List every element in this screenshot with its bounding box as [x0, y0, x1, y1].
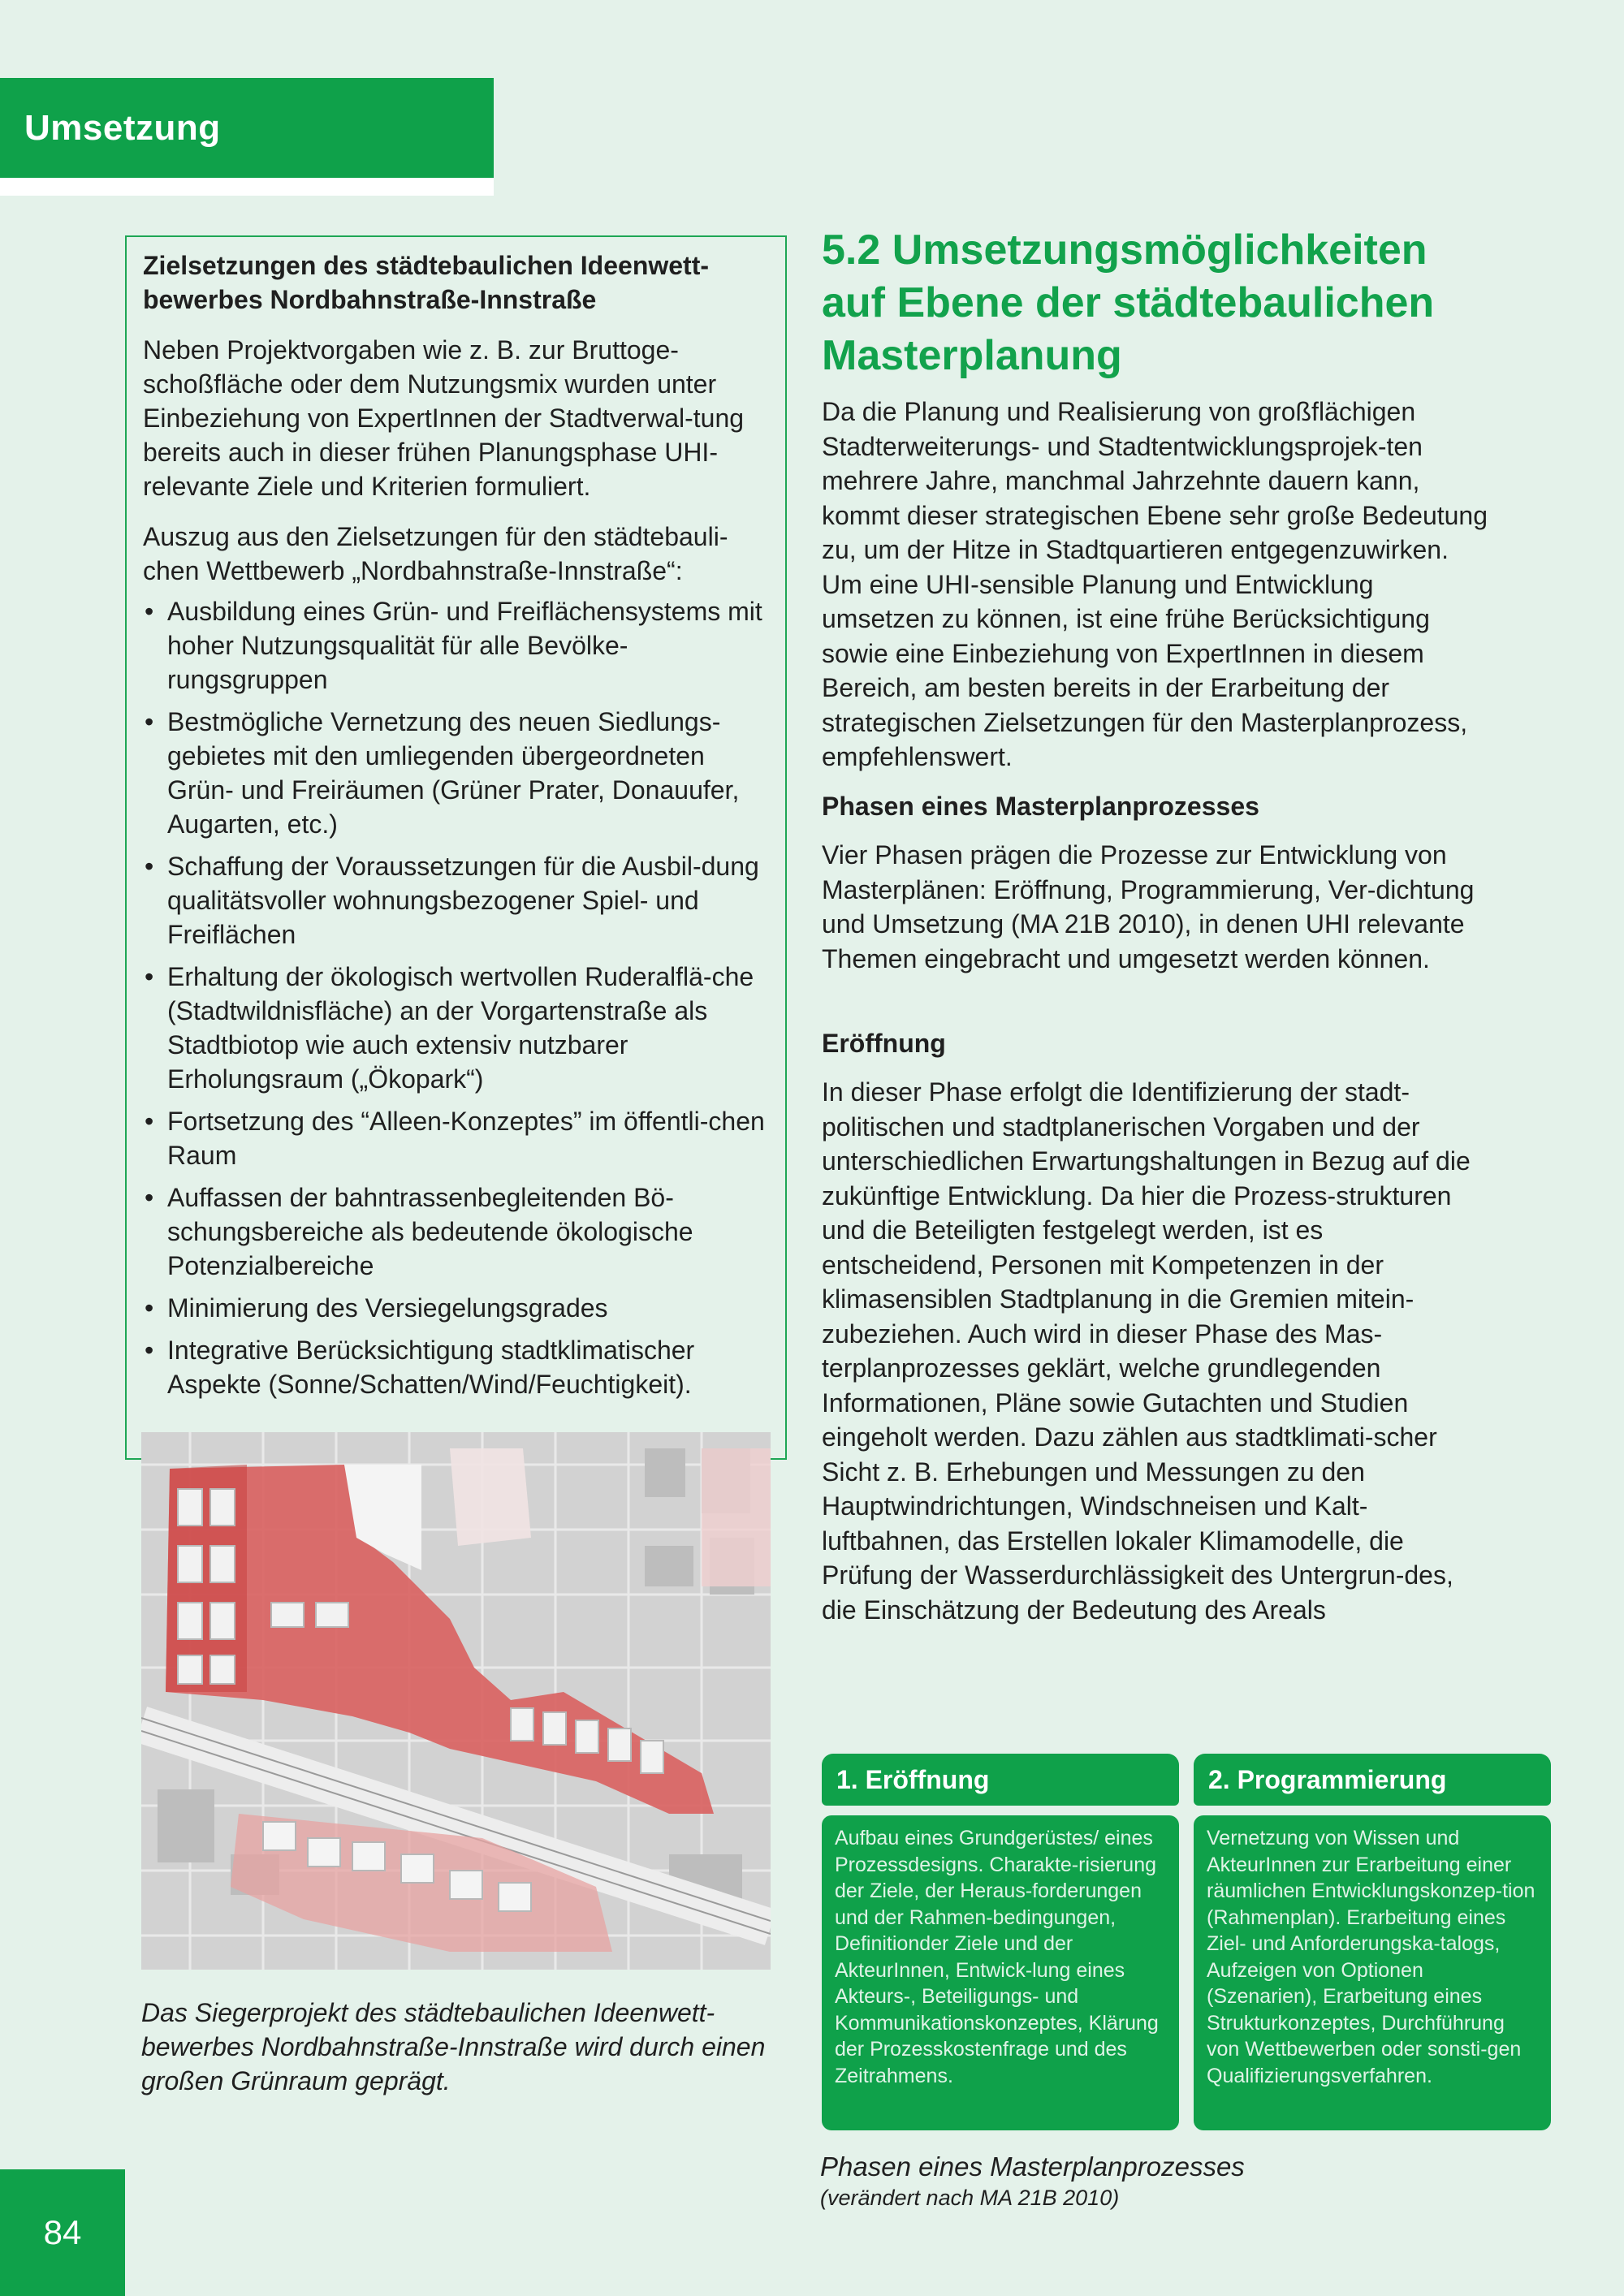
- site-plan-drawing: [141, 1432, 771, 1970]
- phases-subheading: Phasen eines Masterplanprozesses: [822, 792, 1259, 821]
- opening-subheading: Eröffnung: [822, 1029, 946, 1058]
- intro-paragraph: Da die Planung und Realisierung von großflächigen Stadterweiterungs- und Stadtentwicklungsprojek-ten mehrere Jahre, manchmal Jahrzehnte dauern kann, kommt dieser strategischen Ebene sehr große Bedeutung zu, um der Hitze in Stadtquartieren entgegenzuwirken. Um eine UHI-sensible Planung und Entwicklung umsetzen zu können, ist eine frühe Berücksichtigung sowie eine Einbeziehung von ExpertInnen in diesem Bereich, am besten bereits in der Erarbeitung der strategischen Zielsetzungen für den Masterplanprozess, empfehlenswert.: [822, 397, 1488, 771]
- goal-bullet: • Auffassen der bahntrassenbegleitenden Bö-schungsbereiche als bedeutende ökologische Potenzialbereiche: [143, 1180, 768, 1283]
- goal-bullet: • Bestmögliche Vernetzung des neuen Siedlungs-gebietes mit den umliegenden übergeordneten Grün- und Freiräumen (Grüner Prater, Donauufer, Augarten, etc.): [143, 705, 768, 841]
- phase-1-title: 1. Eröffnung: [822, 1754, 1179, 1806]
- site-plan-caption: Das Siegerprojekt des städtebaulichen Ideenwett-bewerbes Nordbahnstraße-Innstraße wird durch einen großen Grünraum geprägt.: [141, 1998, 766, 2095]
- goal-bullet: • Erhaltung der ökologisch wertvollen Ruderalflä-che (Stadtwildnisfläche) an der Vorgartenstraße als Stadtbiotop wie auch extensiv nutzbarer Erholungsraum („Ökopark“): [143, 960, 768, 1096]
- goals-title-line-2: bewerbes Nordbahnstraße-Innstraße: [143, 285, 597, 314]
- section-heading-line-1: 5.2 Umsetzungsmöglichkeiten: [822, 227, 1427, 274]
- section-title: Umsetzung: [0, 78, 494, 178]
- section-heading-line-3: Masterplanung: [822, 332, 1122, 379]
- phase-2-title: 2. Programmierung: [1194, 1754, 1551, 1806]
- phases-caption: Phasen eines Masterplanprozesses: [820, 2151, 1245, 2182]
- goal-bullet: • Fortsetzung des “Alleen-Konzeptes” im öffentli-chen Raum: [143, 1104, 768, 1172]
- section-heading-line-2: auf Ebene der städtebaulichen: [822, 279, 1435, 326]
- goal-bullet: • Ausbildung eines Grün- und Freiflächensystems mit hoher Nutzungsqualität für alle Bevölke-rungsgruppen: [143, 594, 768, 697]
- goals-title: [143, 248, 768, 317]
- phases-paragraph: Vier Phasen prägen die Prozesse zur Entwicklung von Masterplänen: Eröffnung, Programmierung, Ver-dichtung und Umsetzung (MA 21B 2010), in denen UHI relevante Themen eingebracht und umgesetzt werden können.: [822, 840, 1475, 973]
- goals-intro: Neben Projektvorgaben wie z. B. zur Bruttoge-schoßfläche oder dem Nutzungsmix wurden unter Einbeziehung von ExpertInnen der Stadtverwal-tung bereits auch in dieser frühen Planungsphase UHI-relevante Ziele und Kriterien formuliert.: [143, 335, 745, 501]
- goals-title-line-1: Zielsetzungen des städtebaulichen Ideenwett-: [143, 251, 710, 280]
- goals-excerpt: Auszug aus den Zielsetzungen für den städtebauli-chen Wettbewerb „Nordbahnstraße-Innstraße“:: [143, 522, 728, 585]
- section-tab-underline: [0, 178, 494, 196]
- section-heading: [822, 224, 1553, 382]
- goal-bullet: • Minimierung des Versiegelungsgrades: [143, 1291, 768, 1325]
- page-number: 84: [0, 2169, 125, 2296]
- goal-bullet: • Schaffung der Voraussetzungen für die Ausbil-dung qualitätsvoller wohnungsbezogener Spiel- und Freiflächen: [143, 849, 768, 952]
- goal-bullet: • Integrative Berücksichtigung stadtklimatischer Aspekte (Sonne/Schatten/Wind/Feuchtigkeit).: [143, 1333, 768, 1401]
- phases-source: (verändert nach MA 21B 2010): [820, 2186, 1120, 2210]
- goals-bullet-list: [143, 594, 768, 1401]
- goals-box: [125, 235, 787, 1460]
- goals-content: [143, 237, 768, 1409]
- phase-1-description: Aufbau eines Grundgerüstes/ eines Prozessdesigns. Charakte-risierung der Ziele, der Heraus-forderungen und der Rahmen-bedingungen, Definitionder Ziele und der AkteurInnen, Entwick-lung eines Akteurs-, Beteiligungs- und Kommunikationskonzeptes, Klärung der Prozesskostenfrage und des Zeitrahmens.: [822, 1815, 1179, 2130]
- phase-2-description: Vernetzung von Wissen und AkteurInnen zur Erarbeitung einer räumlichen Entwicklungskonzep-tion (Rahmenplan). Erarbeitung eines Ziel- und Anforderungska-talogs, Aufzeigen von Optionen (Szenarien), Erarbeitung eines Strukturkonzeptes, Durchführung von Wettbewerben oder sonsti-gen Qualifizierungsverfahren.: [1194, 1815, 1551, 2130]
- site-plan-image: [141, 1432, 771, 1970]
- opening-paragraph: In dieser Phase erfolgt die Identifizierung der stadt-politischen und stadtplanerischen Vorgaben und der unterschiedlichen Erwartungshaltungen in Bezug auf die zukünftige Entwicklung. Da hier die Prozess-strukturen und die Beteiligten festgelegt werden, ist es entscheidend, Personen mit Kompetenzen in der klimasensiblen Stadtplanung in die Gremien mitein-zubeziehen. Auch wird in dieser Phase des Mas-terplanprozesses geklärt, welche grundlegenden Informationen, Pläne sowie Gutachten und Studien eingeholt werden. Dazu zählen aus stadtklimati-scher Sicht z. B. Erhebungen und Messungen zu den Hauptwindrichtungen, Windschneisen und Kalt-luftbahnen, das Erstellen lokaler Klimamodelle, die Prüfung der Wasserdurchlässigkeit des Untergrun-des, die Einschätzung der Bedeutung des Areals: [822, 1077, 1471, 1625]
